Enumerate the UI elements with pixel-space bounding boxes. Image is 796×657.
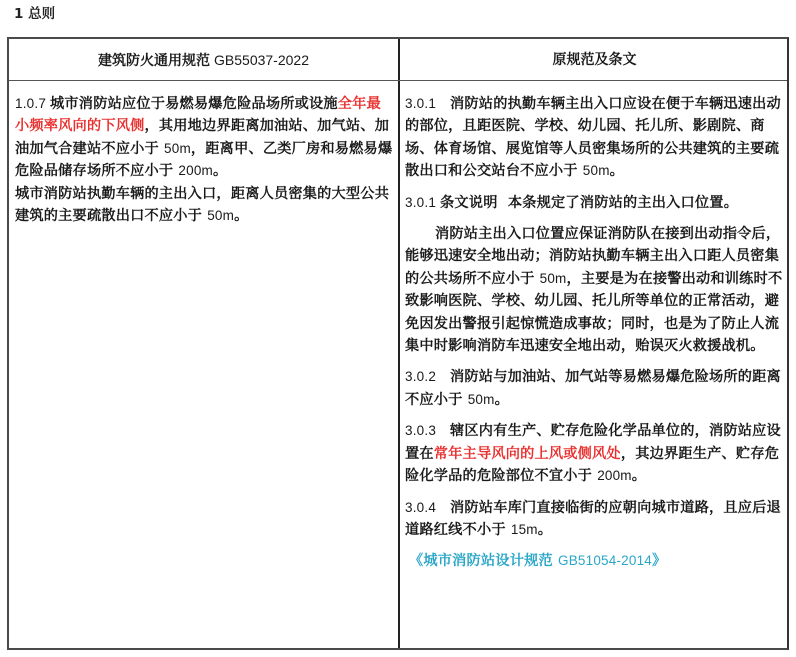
clause-text: 。 <box>212 163 228 180</box>
note-text: 本条规定了消防站的主出入口位置。 <box>507 194 739 211</box>
source-code: GB51054-2014 <box>558 553 653 569</box>
distance-value: 200m <box>178 163 213 179</box>
explanation-text: ，主要是为在接警出动和训练时不致影响医院、学校、幼儿园、托儿所等单位的正常活动，避免因发出警报引起惊慌造成事故；同时，也是为了防止人流集中时影响消防车迅速安全地出动，贻误灭火救援战机。 <box>405 270 783 355</box>
clause-text: 。 <box>537 521 553 538</box>
explanation-text: 消防站主出入口位置应保证消防队在接到出动指令后，能够迅速安全地出动；消防站执勤车辆主出入口距人员密集的公共场所不应小于 <box>405 226 781 287</box>
clause-number: 3.0.1 <box>405 96 437 111</box>
highlight-text: 全年最小频率风向的下风侧 <box>15 96 381 135</box>
clause-text: ，距离甲、乙类厂房和易燃易爆危险品储存场所不应小于 <box>15 140 393 180</box>
clause-3-0-1-explanation <box>405 223 783 357</box>
original-standard-cell <box>405 81 783 573</box>
distance-value: 50m <box>539 270 567 286</box>
clause-number: 3.0.4 <box>405 499 437 515</box>
section-heading: 1 总则 <box>14 6 56 22</box>
bracket-open: 《 <box>409 553 424 570</box>
clause-text: 消防站的执勤车辆主出入口应设在便于车辆迅速出动的部位，且距医院、学校、幼儿园、托儿所、影剧院、商场、体育场馆、展览馆等人员密集场所的公共建筑的主要疏散出口和公交站台不应小于 <box>405 96 781 180</box>
distance-value: 50m <box>582 163 610 179</box>
clause-text: 。 <box>234 208 249 225</box>
clause-number: 3.0.1 <box>405 194 437 210</box>
clause-text: ，其边界距生产、贮存危险化学品的危险部位不宜小于 <box>405 445 780 485</box>
clause-3-0-1 <box>405 93 783 183</box>
clause-3-0-4 <box>405 497 783 542</box>
header-new-standard-code: GB55037-2022 <box>214 52 309 68</box>
header-new-standard <box>9 39 398 81</box>
clause-text: 。 <box>631 468 647 485</box>
clause-3-0-1-note <box>405 192 783 214</box>
column-divider <box>398 39 400 648</box>
clause-3-0-3 <box>405 420 783 487</box>
clause-text: 消防站与加油站、加气站等易燃易爆危险场所的距离不应小于 <box>405 369 781 408</box>
clause-number: 1.0.7 <box>15 96 47 111</box>
new-standard-cell <box>15 81 395 236</box>
clause-text: 辖区内有生产、贮存危险化学品单位的，消防站应设置在 <box>405 423 781 462</box>
clause-text: 。 <box>609 163 625 180</box>
note-label: 条文说明 <box>440 194 498 211</box>
header-original-standard: 原规范及条文 <box>552 52 637 68</box>
bracket-close: 》 <box>652 553 667 570</box>
clause-text: 消防站车库门直接临街的应朝向城市道路，且应后退道路红线不小于 <box>405 499 781 538</box>
highlight-text: 常年主导风向的上风或侧风处 <box>433 445 621 462</box>
clause-number: 3.0.3 <box>405 423 437 439</box>
clause-text: 。 <box>494 391 509 408</box>
distance-value: 15m <box>510 521 538 537</box>
distance-value: 200m <box>597 468 632 484</box>
comparison-table <box>7 37 789 650</box>
distance-value: 50m <box>164 140 191 156</box>
distance-value: 50m <box>467 391 495 407</box>
clause-text: 城市消防站应位于易燃易爆危险品场所或设施 <box>50 96 338 112</box>
table-header-row <box>9 39 787 81</box>
clause-text: ，其用地边界距离加油站、加气站、加油加气合建站不应小于 <box>15 118 390 157</box>
clause-number: 3.0.2 <box>405 369 437 385</box>
distance-value: 50m <box>207 208 235 224</box>
clause-3-0-2 <box>405 366 783 411</box>
clause-text: 城市消防站执勤车辆的主出入口，距离人员密集的大型公共建筑的主要疏散出口不应小于 <box>15 185 390 225</box>
header-new-standard-title: 建筑防火通用规范 <box>98 53 211 69</box>
clause-1-0-7 <box>15 93 395 227</box>
source-title: 城市消防站设计规范 <box>423 553 553 570</box>
source-standard-reference <box>405 550 783 572</box>
